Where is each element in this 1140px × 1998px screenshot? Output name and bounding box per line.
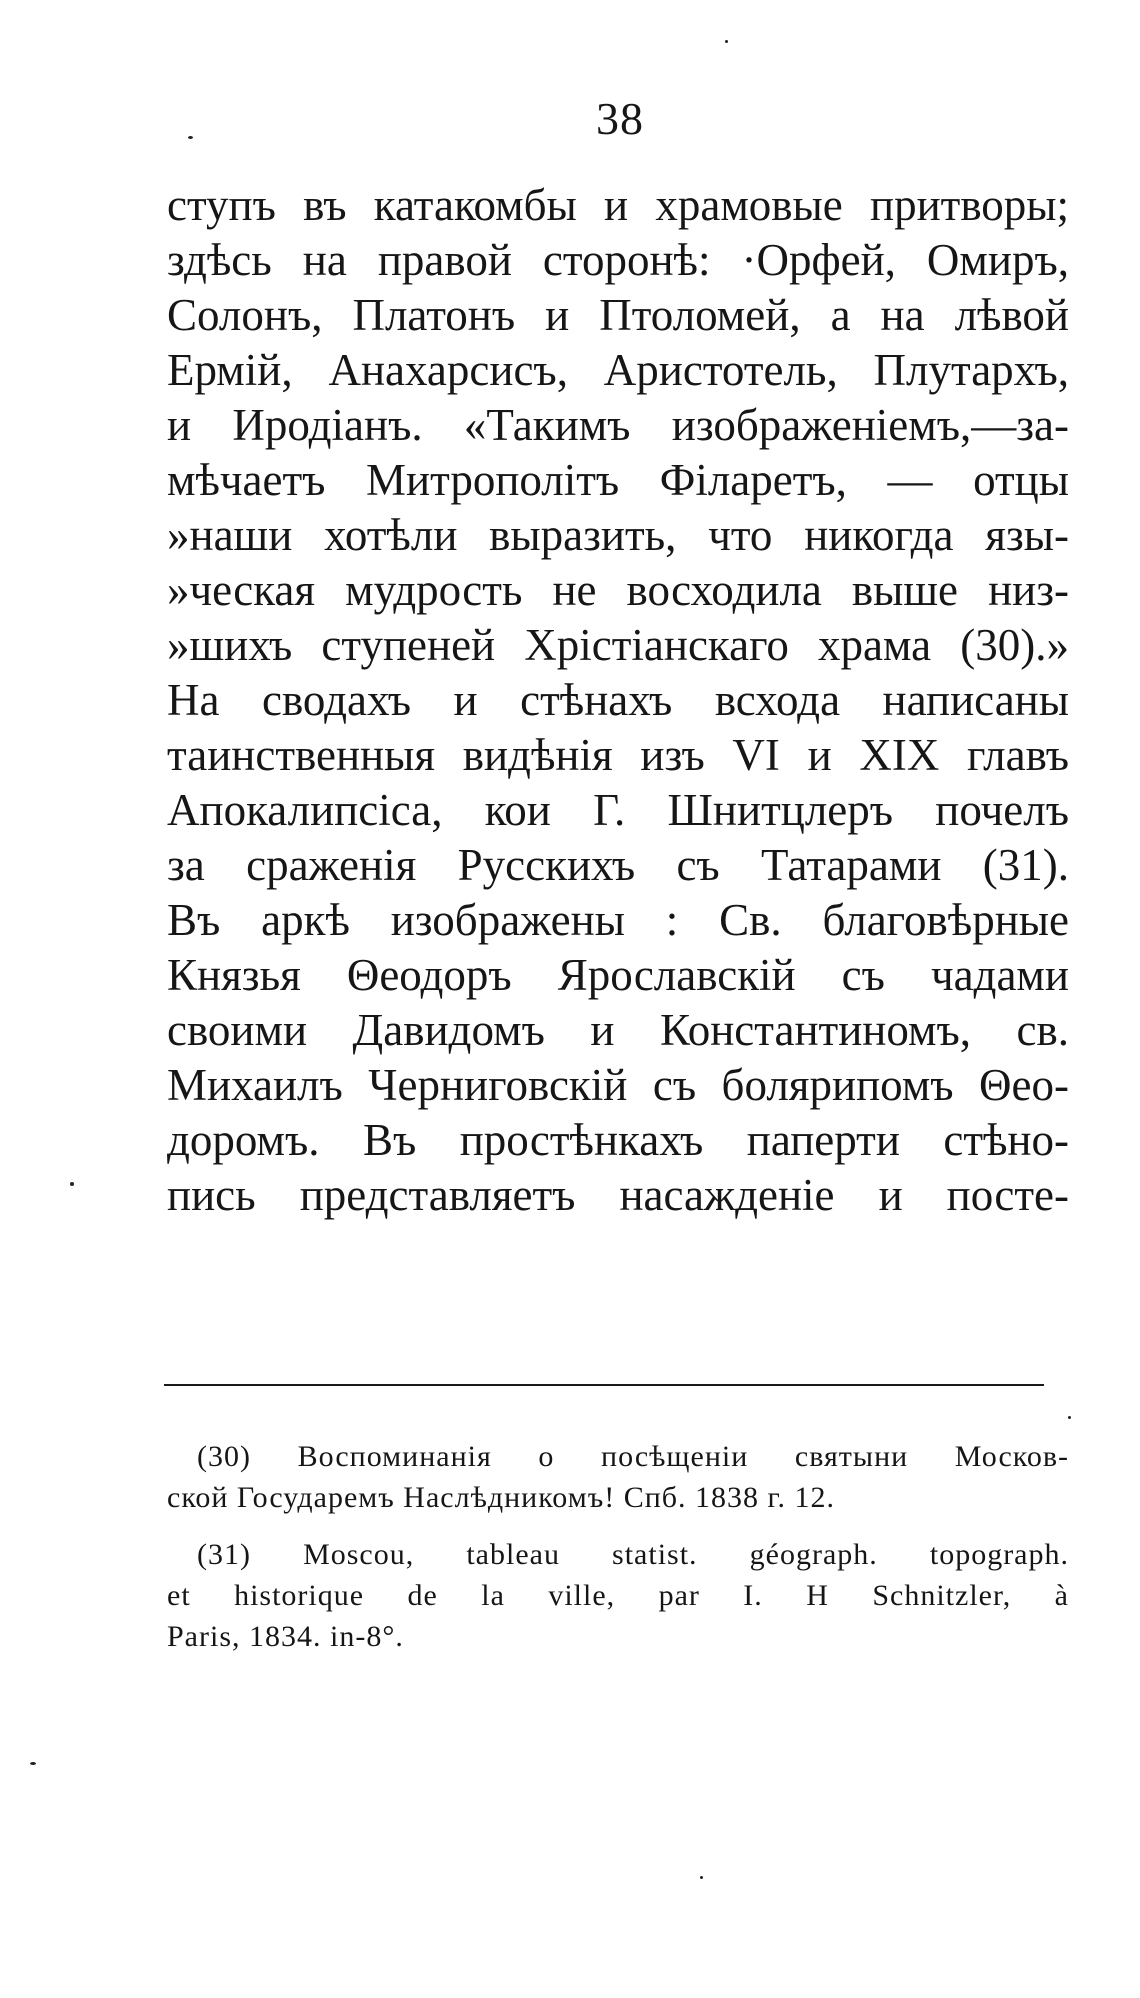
scan-speck <box>725 40 728 43</box>
scan-speck <box>1068 1416 1071 1419</box>
footnote-spacer <box>167 1518 1069 1534</box>
footnote-divider <box>164 1384 1044 1386</box>
text-line: Въ аркѣ изображены : Св. благовѣрные <box>167 895 1069 945</box>
scan-speck <box>30 1762 36 1765</box>
page-number: 38 <box>596 93 644 144</box>
text-line: »наши хотѣли выразить, что никогда язы- <box>167 510 1069 560</box>
text-line: доромъ. Въ простѣнкахъ паперти стѣно- <box>167 1115 1069 1165</box>
text-line: Солонъ, Платонъ и Птоломей, а на лѣвой <box>167 290 1069 340</box>
text-line: и Иродіанъ. «Такимъ изображеніемъ,—за- <box>167 400 1069 450</box>
text-line: ступъ въ катакомбы и храмовые притворы; <box>167 180 1069 230</box>
text-line: за сраженія Русскихъ съ Татарами (31). <box>167 840 1069 890</box>
footnote-line: Paris, 1834. in-8°. <box>167 1620 404 1653</box>
footnote-30 <box>167 1436 1069 1518</box>
footnote-line: ской Государемъ Наслѣдникомъ! Спб. 1838 г. 12. <box>167 1481 835 1514</box>
text-line: »ческая мудрость не восходила выше низ- <box>167 565 1069 615</box>
scan-speck <box>700 1876 703 1879</box>
footnote-line: (31) Moscou, tableau statist. géograph. topograph. <box>197 1538 1069 1571</box>
main-text <box>167 178 1069 1223</box>
text-line: своими Давидомъ и Константиномъ, св. <box>167 1005 1069 1055</box>
scan-speck <box>70 1182 74 1186</box>
footnote-line: et historique de la ville, par I. H Schnitzler, à <box>167 1579 1069 1612</box>
text-line: Михаилъ Черниговскій съ болярипомъ Θео- <box>167 1060 1069 1110</box>
text-line: Ермій, Анахарсисъ, Аристотель, Плутархъ, <box>167 345 1069 395</box>
footnote-31 <box>167 1534 1069 1657</box>
scan-speck <box>188 136 193 139</box>
text-line: Князья Θеодоръ Ярославскій съ чадами <box>167 950 1069 1000</box>
text-line: пись представляетъ насажденіе и посте- <box>167 1170 1069 1220</box>
text-line: здѣсь на правой сторонѣ: ·Орфей, Омиръ, <box>167 235 1069 285</box>
footnote-line: (30) Воспоминанія о посѣщеніи святыни Москов- <box>197 1440 1069 1473</box>
footnotes <box>167 1436 1069 1657</box>
text-line: »шихъ ступеней Хрістіанскаго храма (30).» <box>167 620 1069 670</box>
text-line: На сводахъ и стѣнахъ всхода написаны <box>167 675 1069 725</box>
text-line: мѣчаетъ Митрополітъ Філаретъ, — отцы <box>167 455 1069 505</box>
text-line: Апокалипсіса, кои Г. Шнитцлеръ почелъ <box>167 785 1069 835</box>
text-line: таинственныя видѣнія изъ VI и XIX главъ <box>167 730 1069 780</box>
